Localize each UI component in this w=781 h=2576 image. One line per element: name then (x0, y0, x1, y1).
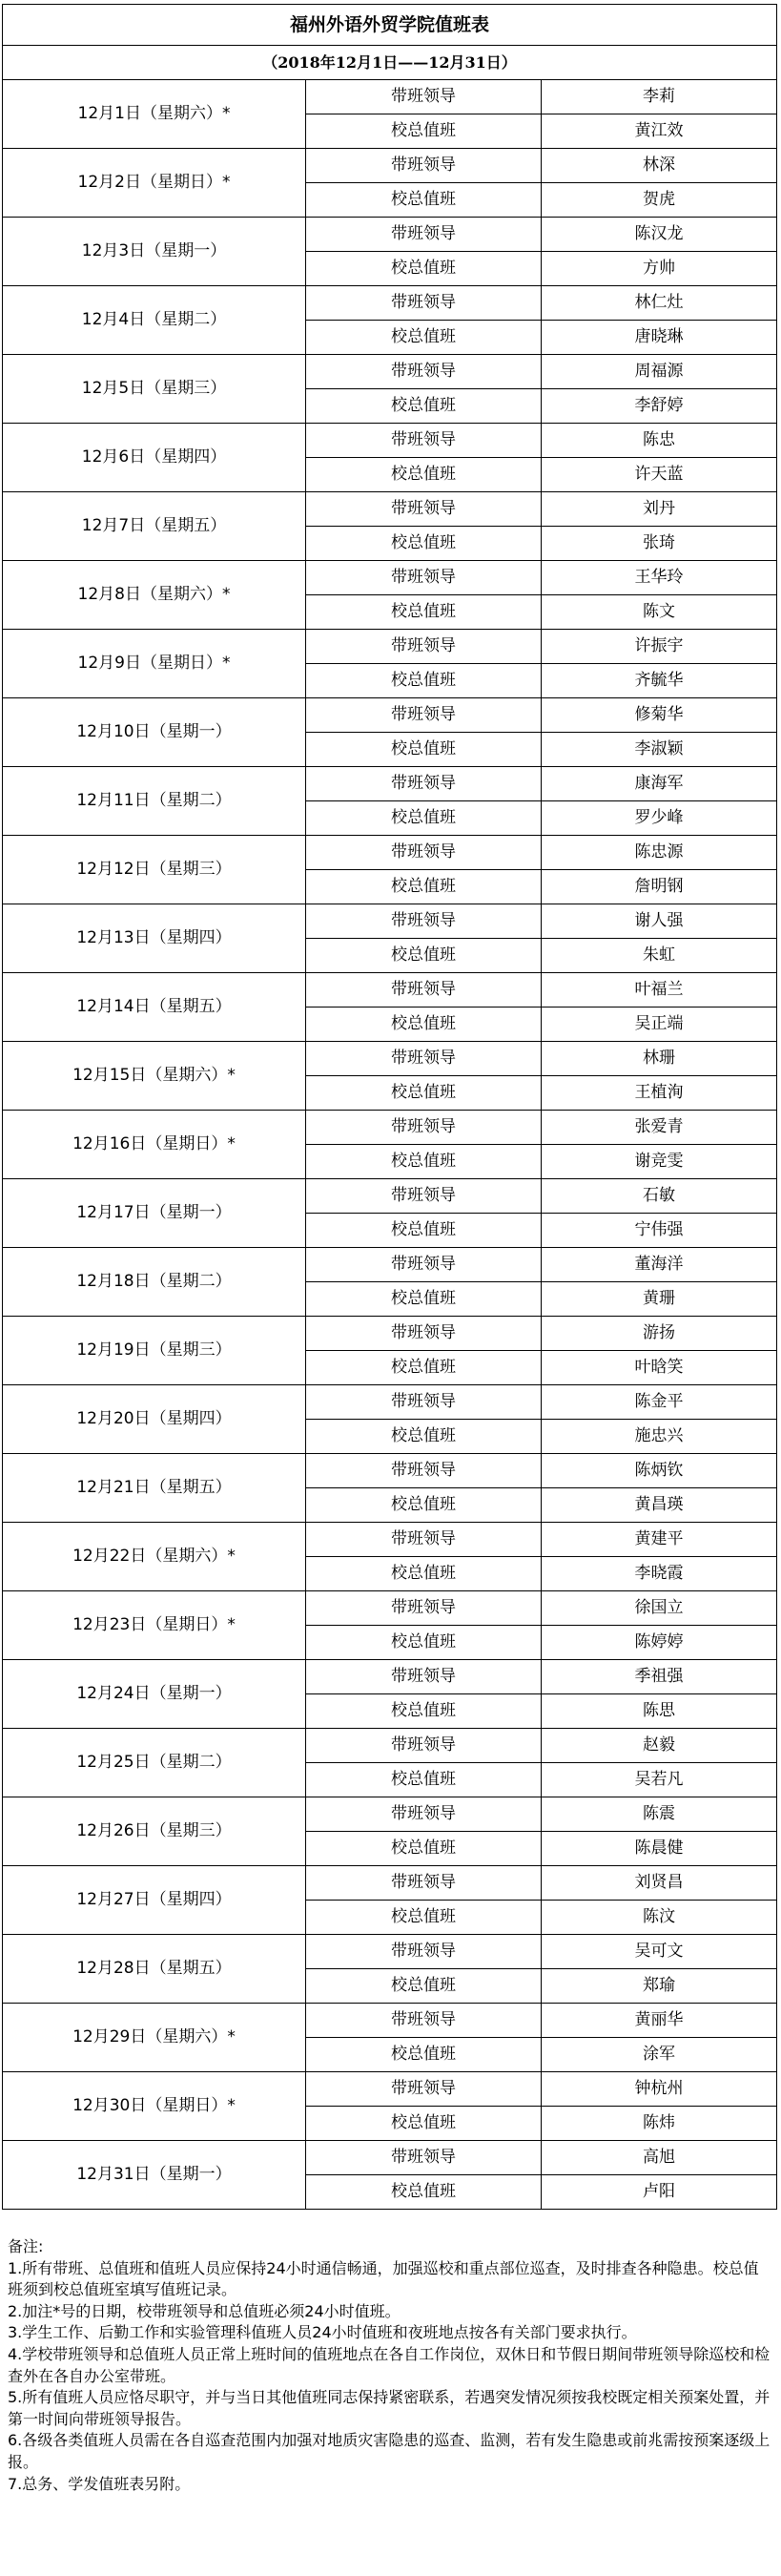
role-chief-label: 校总值班 (306, 1214, 542, 1248)
role-leader-label: 带班领导 (306, 1111, 542, 1145)
leader-name: 王华玲 (542, 561, 777, 595)
leader-name: 游扬 (542, 1317, 777, 1351)
notes-section (2, 2236, 776, 2495)
leader-name: 吴可文 (542, 1935, 777, 1969)
duty-row-leader (3, 1179, 777, 1214)
role-chief-label: 校总值班 (306, 2175, 542, 2210)
role-chief-label: 校总值班 (306, 870, 542, 904)
duty-date: 12月6日（星期四） (3, 424, 306, 492)
role-leader-label: 带班领导 (306, 630, 542, 664)
duty-row-leader (3, 836, 777, 870)
role-chief-label: 校总值班 (306, 1145, 542, 1179)
leader-name: 李莉 (542, 80, 777, 114)
duty-date: 12月2日（星期日）* (3, 149, 306, 218)
chief-name: 罗少峰 (542, 801, 777, 836)
role-leader-label: 带班领导 (306, 767, 542, 801)
role-chief-label: 校总值班 (306, 1626, 542, 1660)
role-chief-label: 校总值班 (306, 2038, 542, 2072)
duty-date: 12月9日（星期日）* (3, 630, 306, 698)
chief-name: 方帅 (542, 252, 777, 286)
duty-date: 12月11日（星期二） (3, 767, 306, 836)
role-leader-label: 带班领导 (306, 1454, 542, 1488)
duty-row-leader (3, 424, 777, 458)
leader-name: 黄建平 (542, 1523, 777, 1557)
role-chief-label: 校总值班 (306, 1488, 542, 1523)
duty-date: 12月14日（星期五） (3, 973, 306, 1042)
role-chief-label: 校总值班 (306, 1351, 542, 1385)
chief-name: 李晓霞 (542, 1557, 777, 1591)
role-chief-label: 校总值班 (306, 458, 542, 492)
leader-name: 高旭 (542, 2141, 777, 2175)
role-leader-label: 带班领导 (306, 2004, 542, 2038)
chief-name: 陈汶 (542, 1901, 777, 1935)
duty-date: 12月4日（星期二） (3, 286, 306, 355)
leader-name: 谢人强 (542, 904, 777, 939)
leader-name: 季祖强 (542, 1660, 777, 1694)
duty-row-leader (3, 1111, 777, 1145)
duty-date: 12月28日（星期五） (3, 1935, 306, 2004)
duty-date: 12月19日（星期三） (3, 1317, 306, 1385)
duty-row-leader (3, 561, 777, 595)
role-leader-label: 带班领导 (306, 424, 542, 458)
note-item: 6.各级各类值班人员需在各自巡查范围内加强对地质灾害隐患的巡查、监测，若有发生隐患或前兆需按预案逐级上报。 (8, 2431, 771, 2471)
role-chief-label: 校总值班 (306, 114, 542, 149)
role-chief-label: 校总值班 (306, 1008, 542, 1042)
leader-name: 董海洋 (542, 1248, 777, 1282)
chief-name: 詹明钢 (542, 870, 777, 904)
leader-name: 修菊华 (542, 698, 777, 733)
duty-date: 12月10日（星期一） (3, 698, 306, 767)
chief-name: 贺虎 (542, 183, 777, 218)
role-leader-label: 带班领导 (306, 836, 542, 870)
role-leader-label: 带班领导 (306, 286, 542, 321)
chief-name: 朱虹 (542, 939, 777, 973)
leader-name: 刘贤昌 (542, 1866, 777, 1901)
chief-name: 宁伟强 (542, 1214, 777, 1248)
leader-name: 徐国立 (542, 1591, 777, 1626)
chief-name: 陈文 (542, 595, 777, 630)
duty-row-leader (3, 698, 777, 733)
role-leader-label: 带班领导 (306, 1317, 542, 1351)
duty-row-leader (3, 1729, 777, 1763)
chief-name: 李舒婷 (542, 389, 777, 424)
role-leader-label: 带班领导 (306, 1729, 542, 1763)
leader-name: 陈炳钦 (542, 1454, 777, 1488)
chief-name: 施忠兴 (542, 1420, 777, 1454)
duty-row-leader (3, 355, 777, 389)
duty-row-leader (3, 1797, 777, 1832)
chief-name: 陈婷婷 (542, 1626, 777, 1660)
duty-row-leader (3, 80, 777, 114)
role-leader-label: 带班领导 (306, 80, 542, 114)
leader-name: 陈忠 (542, 424, 777, 458)
chief-name: 卢阳 (542, 2175, 777, 2210)
role-chief-label: 校总值班 (306, 2107, 542, 2141)
role-chief-label: 校总值班 (306, 939, 542, 973)
duty-row-leader (3, 904, 777, 939)
chief-name: 齐毓华 (542, 664, 777, 698)
duty-date: 12月22日（星期六）* (3, 1523, 306, 1591)
role-chief-label: 校总值班 (306, 664, 542, 698)
role-leader-label: 带班领导 (306, 218, 542, 252)
duty-row-leader (3, 218, 777, 252)
duty-date: 12月1日（星期六）* (3, 80, 306, 149)
role-leader-label: 带班领导 (306, 1935, 542, 1969)
role-chief-label: 校总值班 (306, 1694, 542, 1729)
duty-date: 12月17日（星期一） (3, 1179, 306, 1248)
duty-date: 12月27日（星期四） (3, 1866, 306, 1935)
role-chief-label: 校总值班 (306, 733, 542, 767)
role-leader-label: 带班领导 (306, 2141, 542, 2175)
duty-date: 12月5日（星期三） (3, 355, 306, 424)
role-leader-label: 带班领导 (306, 1866, 542, 1901)
duty-row-leader (3, 1523, 777, 1557)
role-chief-label: 校总值班 (306, 1901, 542, 1935)
duty-date: 12月15日（星期六）* (3, 1042, 306, 1111)
leader-name: 陈忠源 (542, 836, 777, 870)
duty-roster-table (2, 4, 777, 2210)
role-leader-label: 带班领导 (306, 1385, 542, 1420)
role-chief-label: 校总值班 (306, 1832, 542, 1866)
chief-name: 王植洵 (542, 1076, 777, 1111)
duty-row-leader (3, 1660, 777, 1694)
duty-row-leader (3, 767, 777, 801)
leader-name: 陈金平 (542, 1385, 777, 1420)
chief-name: 黄江效 (542, 114, 777, 149)
role-leader-label: 带班领导 (306, 698, 542, 733)
duty-row-leader (3, 149, 777, 183)
leader-name: 林仁灶 (542, 286, 777, 321)
role-leader-label: 带班领导 (306, 149, 542, 183)
role-chief-label: 校总值班 (306, 801, 542, 836)
leader-name: 林深 (542, 149, 777, 183)
duty-date: 12月13日（星期四） (3, 904, 306, 973)
leader-name: 赵毅 (542, 1729, 777, 1763)
leader-name: 陈汉龙 (542, 218, 777, 252)
duty-date: 12月25日（星期二） (3, 1729, 306, 1797)
role-leader-label: 带班领导 (306, 1042, 542, 1076)
leader-name: 石敏 (542, 1179, 777, 1214)
duty-row-leader (3, 630, 777, 664)
chief-name: 涂军 (542, 2038, 777, 2072)
role-leader-label: 带班领导 (306, 2072, 542, 2107)
duty-row-leader (3, 1866, 777, 1901)
duty-date: 12月8日（星期六）* (3, 561, 306, 630)
duty-row-leader (3, 2072, 777, 2107)
leader-name: 许振宇 (542, 630, 777, 664)
leader-name: 刘丹 (542, 492, 777, 527)
duty-date: 12月21日（星期五） (3, 1454, 306, 1523)
chief-name: 吴正端 (542, 1008, 777, 1042)
chief-name: 叶晗笑 (542, 1351, 777, 1385)
chief-name: 张琦 (542, 527, 777, 561)
leader-name: 林珊 (542, 1042, 777, 1076)
leader-name: 周福源 (542, 355, 777, 389)
role-leader-label: 带班领导 (306, 492, 542, 527)
role-leader-label: 带班领导 (306, 1797, 542, 1832)
subtitle-row (3, 46, 777, 80)
role-chief-label: 校总值班 (306, 527, 542, 561)
duty-row-leader (3, 1317, 777, 1351)
chief-name: 黄昌瑛 (542, 1488, 777, 1523)
role-chief-label: 校总值班 (306, 1969, 542, 2004)
duty-row-leader (3, 2004, 777, 2038)
notes-list (8, 2258, 771, 2496)
role-chief-label: 校总值班 (306, 1557, 542, 1591)
duty-row-leader (3, 1454, 777, 1488)
leader-name: 钟杭州 (542, 2072, 777, 2107)
role-leader-label: 带班领导 (306, 1248, 542, 1282)
chief-name: 陈思 (542, 1694, 777, 1729)
leader-name: 陈震 (542, 1797, 777, 1832)
role-chief-label: 校总值班 (306, 1763, 542, 1797)
role-chief-label: 校总值班 (306, 595, 542, 630)
duty-date: 12月31日（星期一） (3, 2141, 306, 2210)
chief-name: 唐晓琳 (542, 321, 777, 355)
duty-date: 12月24日（星期一） (3, 1660, 306, 1729)
leader-name: 黄丽华 (542, 2004, 777, 2038)
duty-row-leader (3, 1935, 777, 1969)
role-chief-label: 校总值班 (306, 321, 542, 355)
role-chief-label: 校总值班 (306, 1282, 542, 1317)
chief-name: 吴若凡 (542, 1763, 777, 1797)
chief-name: 谢竞雯 (542, 1145, 777, 1179)
duty-date: 12月29日（星期六）* (3, 2004, 306, 2072)
chief-name: 郑瑜 (542, 1969, 777, 2004)
note-item: 2.加注*号的日期，校带班领导和总值班必须24小时值班。 (8, 2301, 401, 2320)
duty-row-leader (3, 1591, 777, 1626)
duty-roster-sheet (2, 4, 776, 2495)
role-chief-label: 校总值班 (306, 183, 542, 218)
role-leader-label: 带班领导 (306, 904, 542, 939)
chief-name: 黄珊 (542, 1282, 777, 1317)
duty-date: 12月3日（星期一） (3, 218, 306, 286)
duty-date: 12月23日（星期日）* (3, 1591, 306, 1660)
note-item: 4.学校带班领导和总值班人员正常上班时间的值班地点在各自工作岗位，双休日和节假日期间带班领导除巡校和检查外在各自办公室带班。 (8, 2344, 771, 2385)
role-leader-label: 带班领导 (306, 1523, 542, 1557)
role-leader-label: 带班领导 (306, 1179, 542, 1214)
roster-title: 福州外语外贸学院值班表 (3, 5, 777, 46)
role-chief-label: 校总值班 (306, 252, 542, 286)
duty-date: 12月30日（星期日）* (3, 2072, 306, 2141)
duty-row-leader (3, 1248, 777, 1282)
duty-date: 12月18日（星期二） (3, 1248, 306, 1317)
duty-date: 12月12日（星期三） (3, 836, 306, 904)
note-item: 5.所有值班人员应恪尽职守，并与当日其他值班同志保持紧密联系，若遇突发情况须按我校既定相关预案处置，并第一时间向带班领导报告。 (8, 2388, 771, 2428)
chief-name: 李淑颖 (542, 733, 777, 767)
role-chief-label: 校总值班 (306, 389, 542, 424)
role-leader-label: 带班领导 (306, 1591, 542, 1626)
note-item: 3.学生工作、后勤工作和实验管理科值班人员24小时值班和夜班地点按各有关部门要求执行。 (8, 2323, 637, 2342)
leader-name: 张爱青 (542, 1111, 777, 1145)
leader-name: 叶福兰 (542, 973, 777, 1008)
note-item: 7.总务、学发值班表另附。 (8, 2474, 191, 2493)
title-row (3, 5, 777, 46)
duty-row-leader (3, 1042, 777, 1076)
role-chief-label: 校总值班 (306, 1076, 542, 1111)
role-chief-label: 校总值班 (306, 1420, 542, 1454)
duty-date: 12月7日（星期五） (3, 492, 306, 561)
chief-name: 陈晨健 (542, 1832, 777, 1866)
duty-row-leader (3, 1385, 777, 1420)
role-leader-label: 带班领导 (306, 355, 542, 389)
duty-date: 12月16日（星期日）* (3, 1111, 306, 1179)
leader-name: 康海军 (542, 767, 777, 801)
duty-date: 12月26日（星期三） (3, 1797, 306, 1866)
duty-row-leader (3, 492, 777, 527)
notes-heading: 备注: (8, 2237, 44, 2255)
duty-date: 12月20日（星期四） (3, 1385, 306, 1454)
duty-row-leader (3, 973, 777, 1008)
duty-row-leader (3, 286, 777, 321)
chief-name: 陈炜 (542, 2107, 777, 2141)
note-item: 1.所有带班、总值班和值班人员应保持24小时通信畅通，加强巡校和重点部位巡查，及时排查各种隐患。校总值班须到校总值班室填写值班记录。 (8, 2258, 759, 2299)
duty-row-leader (3, 2141, 777, 2175)
chief-name: 许天蓝 (542, 458, 777, 492)
role-leader-label: 带班领导 (306, 1660, 542, 1694)
roster-date-range: （2018年12月1日——12月31日） (3, 46, 777, 80)
role-leader-label: 带班领导 (306, 561, 542, 595)
role-leader-label: 带班领导 (306, 973, 542, 1008)
